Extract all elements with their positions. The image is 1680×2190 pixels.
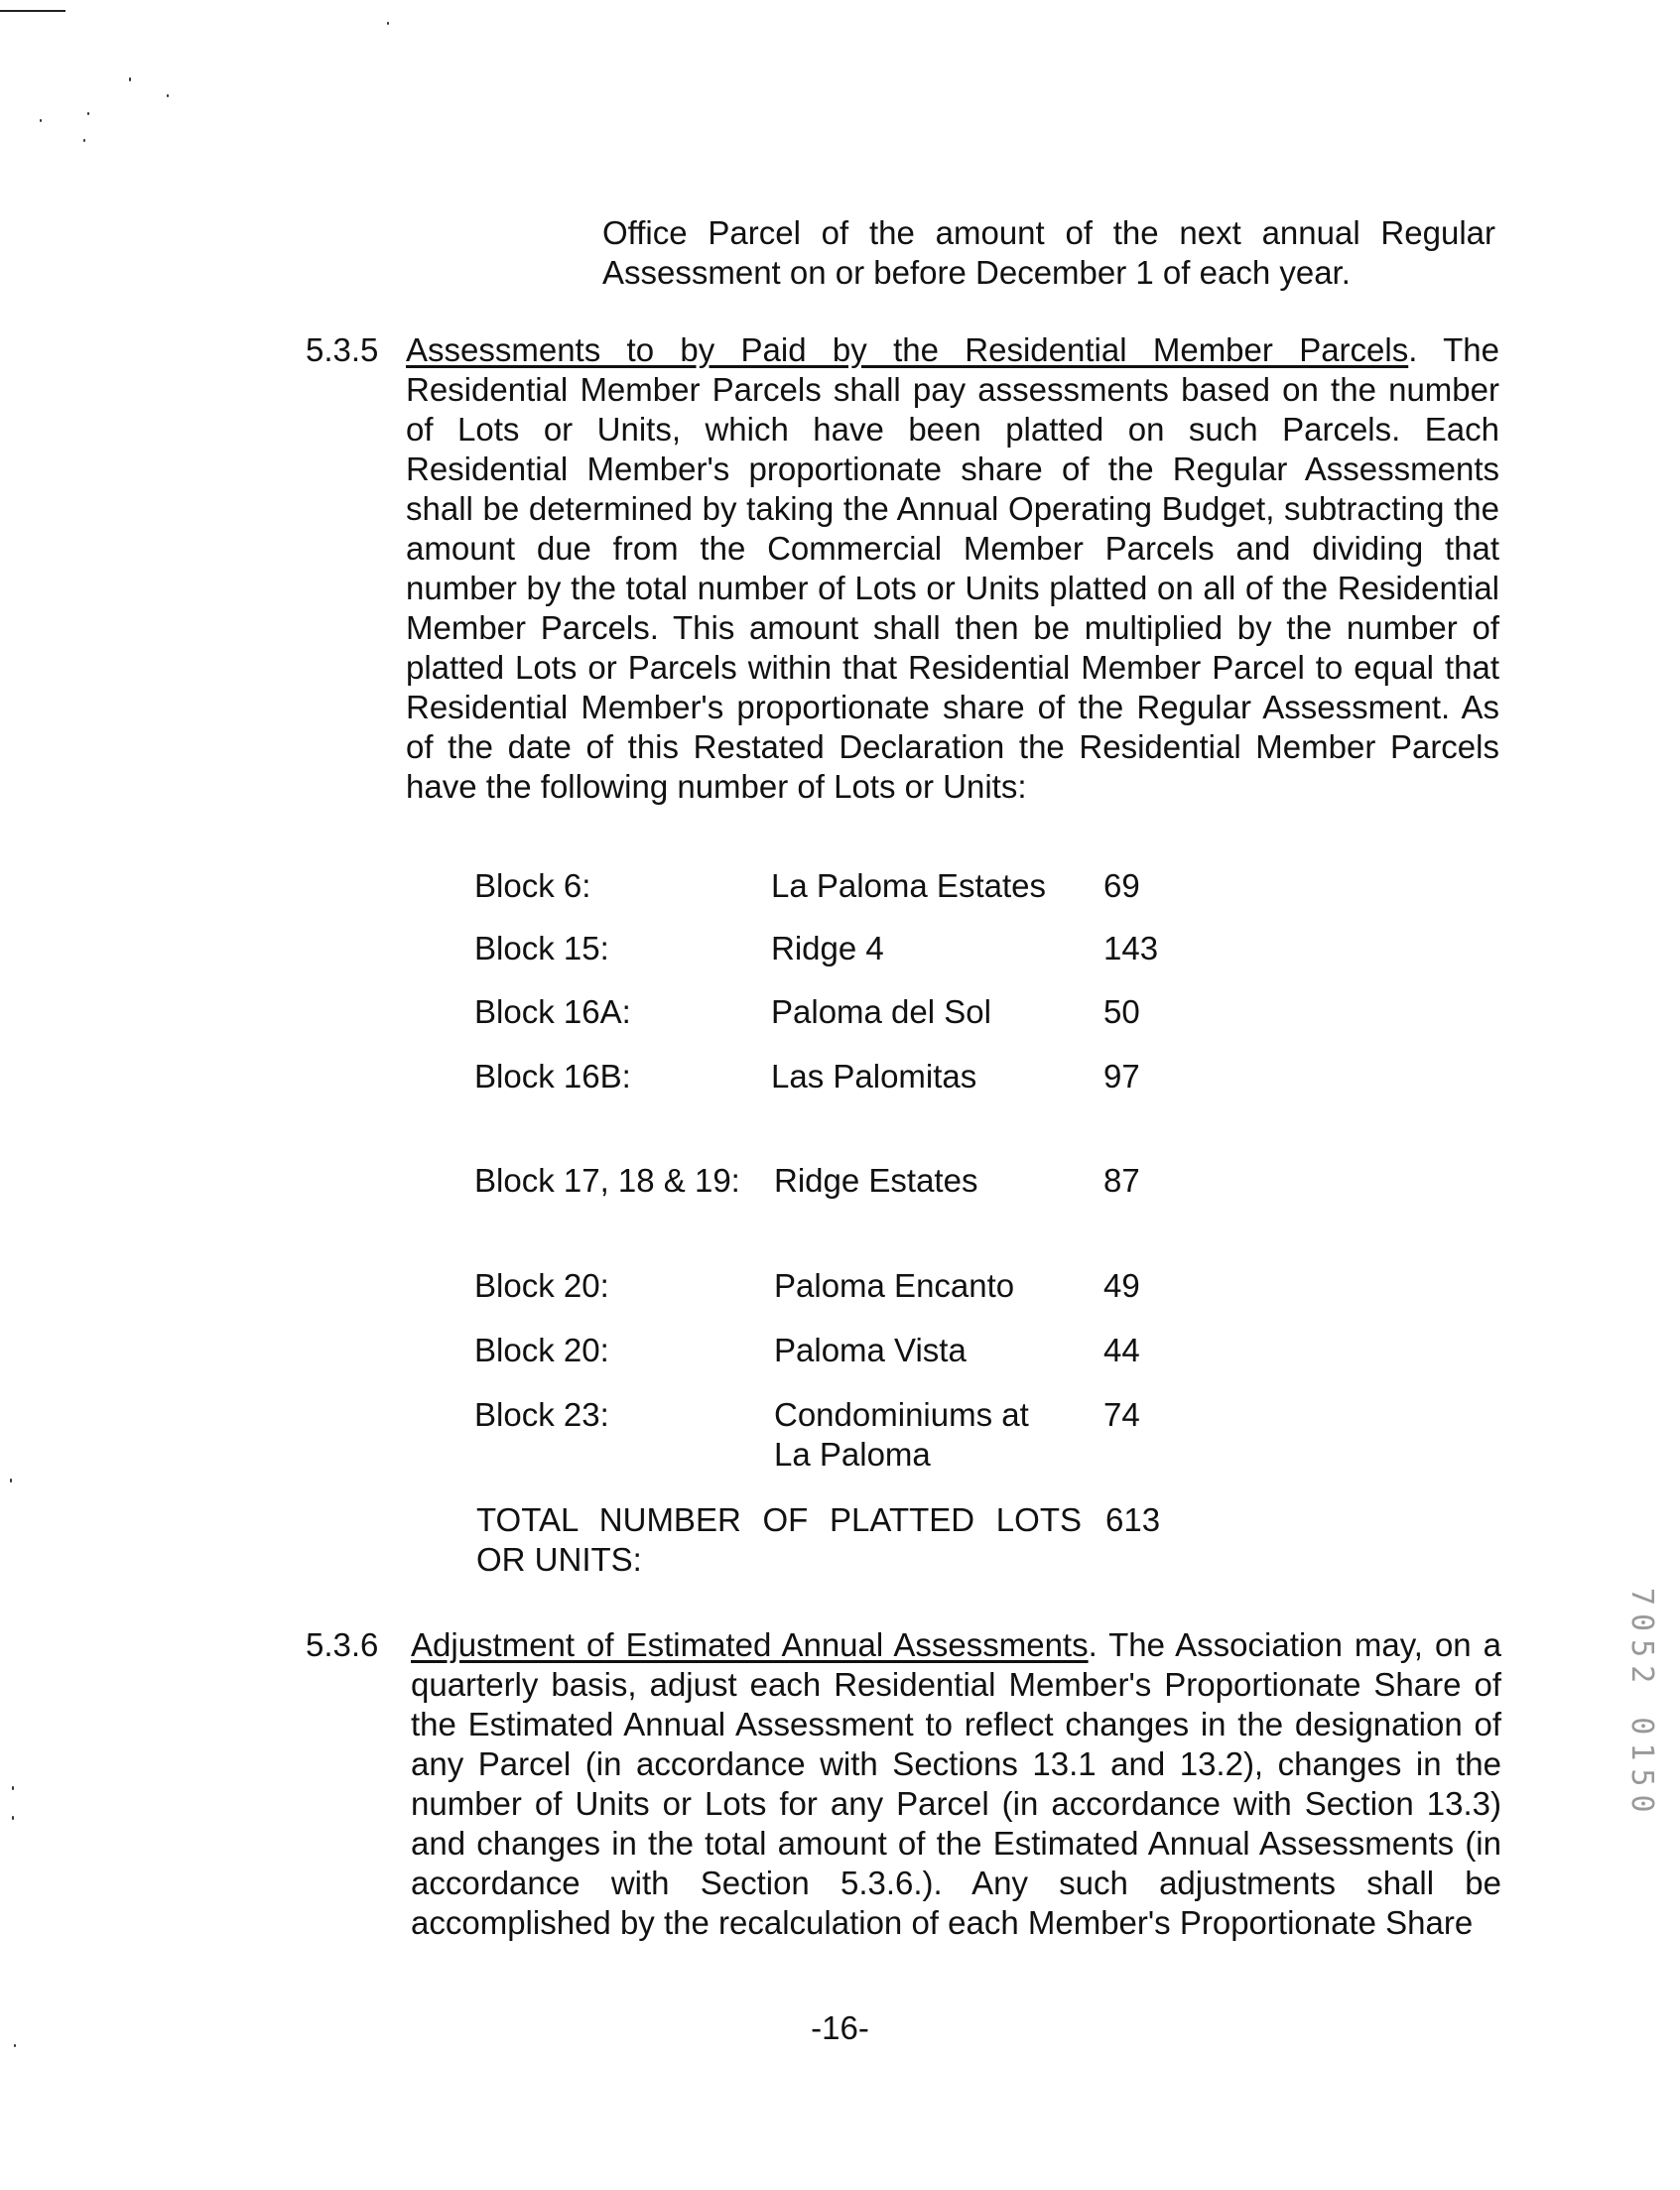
- section-536-paragraph: [411, 1625, 1501, 1943]
- lot-count-cell: 49: [1103, 1267, 1140, 1304]
- total-count: 613: [1105, 1501, 1161, 1538]
- scan-speck: [40, 119, 42, 122]
- page-number: -16-: [811, 2009, 869, 2046]
- parcel-name-cell: Condominiums at La Paloma: [774, 1396, 1029, 1473]
- parcel-name-cell: Ridge 4: [771, 930, 884, 966]
- scan-speck: [83, 139, 85, 142]
- parcel-name-cell: Ridge Estates: [774, 1162, 978, 1199]
- scan-speck: [12, 1786, 14, 1790]
- lot-count-cell: 97: [1103, 1058, 1140, 1095]
- document-stamp: 7052 0150: [1624, 1588, 1659, 1821]
- lot-count-cell: 44: [1103, 1332, 1140, 1368]
- block-cell: Block 20:: [474, 1267, 609, 1304]
- lot-count-cell: 50: [1103, 993, 1140, 1030]
- scan-speck: [167, 94, 169, 97]
- section-535-heading: Assessments to by Paid by the Residential Member Parcels: [406, 331, 1409, 368]
- lot-count-cell: 143: [1103, 930, 1159, 966]
- section-535-paragraph: [406, 330, 1499, 807]
- parcel-name-cell: Paloma del Sol: [771, 993, 991, 1030]
- scan-artifact-line: [0, 10, 65, 12]
- parcel-name-cell: Las Palomitas: [771, 1058, 977, 1095]
- scan-speck: [87, 112, 89, 115]
- scan-speck: [387, 22, 389, 25]
- section-number-535: 5.3.5: [306, 331, 379, 368]
- section-535-body: . The Residential Member Parcels shall pay assessments based on the number of Lots or Units, which have been platted on such Parcels. Each Residential Member's proportionate share of the Regular Assessments shall be determined by taking the Annual Operating Budget, subtracting the amount due from the Commercial Member Parcels and dividing that number by the total number of Lots or Units platted on all of the Residential Member Parcels. This amount shall then be multiplied by the number of platted Lots or Parcels within that Residential Member Parcel to equal that Residential Member's proportionate share of the Regular Assessment. As of the date of this Restated Declaration the Residential Member Parcels have the following number of Lots or Units:: [406, 331, 1499, 805]
- block-cell: Block 6:: [474, 867, 591, 904]
- lot-count-cell: 69: [1103, 867, 1140, 904]
- scan-speck: [129, 77, 131, 81]
- block-cell: Block 23:: [474, 1396, 609, 1433]
- lot-count-cell: 87: [1103, 1162, 1140, 1199]
- lot-count-cell: 74: [1103, 1396, 1140, 1433]
- parcel-name-cell: La Paloma Estates: [771, 867, 1046, 904]
- block-cell: Block 15:: [474, 930, 609, 966]
- total-label: TOTAL NUMBER OF PLATTED LOTS OR UNITS:: [476, 1501, 1082, 1578]
- block-cell: Block 16B:: [474, 1058, 631, 1095]
- block-cell: Block 16A:: [474, 993, 631, 1030]
- section-number-536: 5.3.6: [306, 1626, 379, 1663]
- block-cell: Block 20:: [474, 1332, 609, 1368]
- parcel-name-cell: Paloma Vista: [774, 1332, 967, 1368]
- section-536-heading: Adjustment of Estimated Annual Assessments: [411, 1626, 1089, 1663]
- section-536-body: . The Association may, on a quarterly basis, adjust each Residential Member's Proportionate Share of the Estimated Annual Assessment to reflect changes in the designation of any Parcel (in accordance with Sections 13.1 and 13.2), changes in the number of Units or Lots for any Parcel (in accordance with Section 13.3) and changes in the total amount of the Estimated Annual Assessments (in accordance with Section 5.3.6.). Any such adjustments shall be accomplished by the recalculation of each Member's Proportionate Share: [411, 1626, 1501, 1941]
- scan-speck: [10, 1479, 12, 1482]
- block-cell: Block 17, 18 & 19:: [474, 1162, 740, 1199]
- scan-speck: [12, 1816, 14, 1820]
- continuation-paragraph: Office Parcel of the amount of the next annual Regular Assessment on or before December 1 of each year.: [602, 214, 1495, 291]
- parcel-name-cell: Paloma Encanto: [774, 1267, 1015, 1304]
